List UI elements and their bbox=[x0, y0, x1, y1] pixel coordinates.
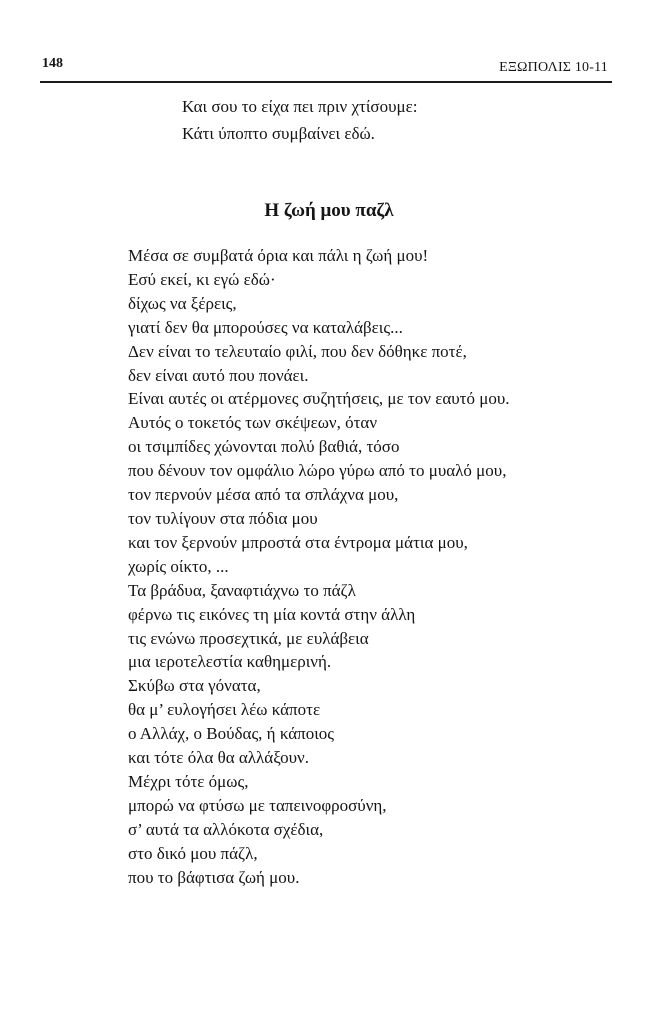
verse-line: στο δικό μου πάζλ, bbox=[128, 843, 258, 863]
verse-line: Εσύ εκεί, κι εγώ εδώ· bbox=[128, 269, 276, 289]
verse-line: τον περνούν μέσα από τα σπλάχνα μου, bbox=[128, 485, 399, 505]
verse-line: Δεν είναι το τελευταίο φιλί, που δεν δόθηκε ποτέ, bbox=[128, 341, 467, 361]
verse-line: Μέχρι τότε όμως, bbox=[128, 771, 249, 791]
verse-line: Κάτι ύποπτο συμβαίνει εδώ. bbox=[182, 124, 375, 143]
poem-title: Η ζωή μου παζλ bbox=[264, 200, 394, 221]
verse-line: τις ενώνω προσεχτικά, με ευλάβεια bbox=[128, 628, 369, 648]
running-title: ΕΞΩΠΟΛΙΣ 10-11 bbox=[499, 60, 608, 75]
verse-line: Σκύβω στα γόνατα, bbox=[128, 676, 261, 696]
verse-line: φέρνω τις εικόνες τη μία κοντά στην άλλη bbox=[128, 604, 416, 624]
poem-body bbox=[128, 244, 510, 889]
verse-line: Αυτός ο τοκετός των σκέψεων, όταν bbox=[128, 413, 378, 433]
verse-line: δεν είναι αυτό που πονάει. bbox=[128, 365, 309, 385]
verse-line: Μέσα σε συμβατά όρια και πάλι η ζωή μου! bbox=[128, 246, 429, 265]
verse-line: που το βάφτισα ζωή μου. bbox=[128, 867, 300, 887]
verse-line: ο Αλλάχ, ο Βούδας, ή κάποιος bbox=[128, 724, 335, 744]
verse-line: Τα βράδυα, ξαναφτιάχνω το πάζλ bbox=[128, 580, 356, 600]
verse-line: οι τσιμπίδες χώνονται πολύ βαθιά, τόσο bbox=[128, 437, 400, 457]
verse-line: δίχως να ξέρεις, bbox=[128, 293, 237, 313]
verse-line: και τότε όλα θα αλλάξουν. bbox=[128, 748, 309, 768]
previous-poem-ending bbox=[182, 93, 417, 147]
verse-line: τον τυλίγουν στα πόδια μου bbox=[128, 508, 318, 528]
verse-line: γιατί δεν θα μπορούσες να καταλάβεις... bbox=[128, 317, 403, 337]
verse-line: θα μ’ ευλογήσει λέω κάποτε bbox=[128, 700, 321, 720]
verse-line: Και σου το είχα πει πριν χτίσουμε: bbox=[182, 97, 418, 116]
verse-line: που δένουν τον ομφάλιο λώρο γύρω από το μυαλό μου, bbox=[128, 461, 507, 481]
verse-line: σ’ αυτά τα αλλόκοτα σχέδια, bbox=[128, 819, 324, 839]
verse-line: μπορώ να φτύσω με ταπεινοφροσύνη, bbox=[128, 795, 387, 815]
verse-line: χωρίς οίκτο, ... bbox=[128, 556, 229, 576]
page-number: 148 bbox=[42, 56, 63, 71]
header-rule bbox=[40, 81, 612, 83]
verse-line: και τον ξερνούν μπροστά στα έντρομα μάτια μου, bbox=[128, 532, 468, 552]
verse-line: Είναι αυτές οι ατέρμονες συζητήσεις, με τον εαυτό μου. bbox=[128, 389, 510, 409]
verse-line: μια ιεροτελεστία καθημερινή. bbox=[128, 652, 332, 672]
